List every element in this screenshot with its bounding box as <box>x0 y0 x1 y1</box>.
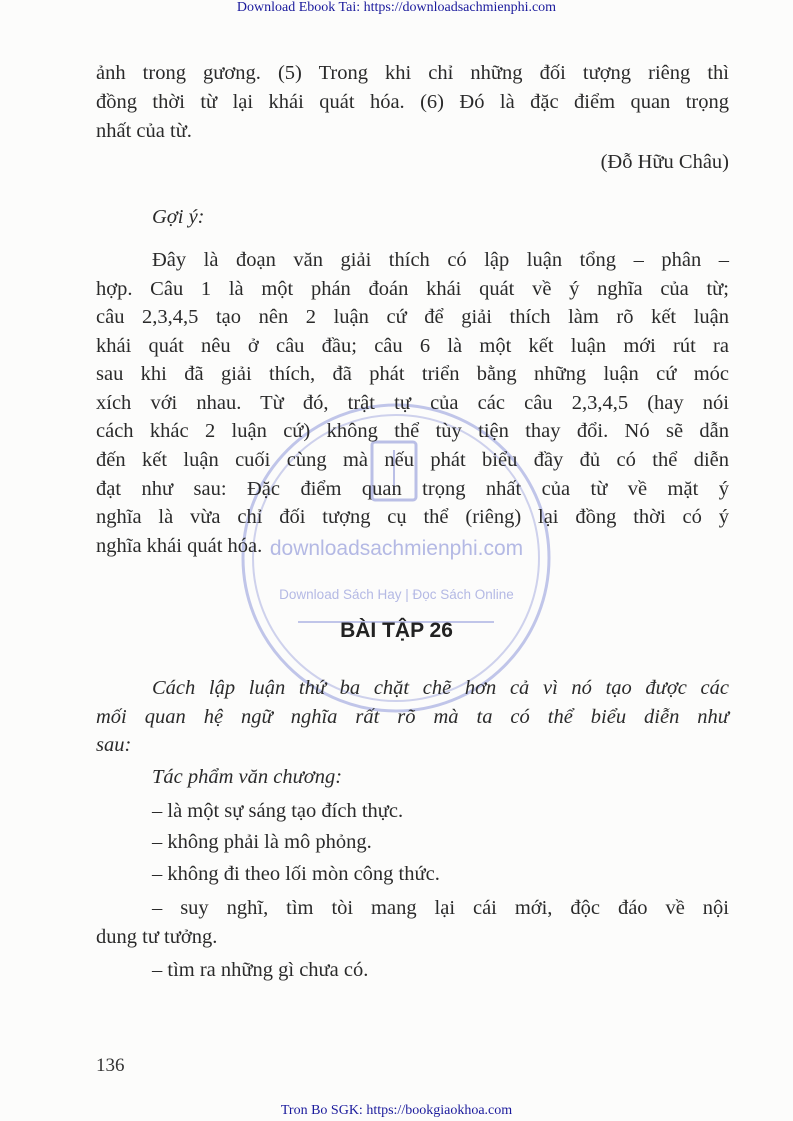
hint-line: đạt như sau: Đặc điểm quan trọng nhất của từ về mặt ý <box>96 478 729 500</box>
download-ebook-link[interactable]: Download Ebook Tai: https://downloadsachmienphi.com <box>236 0 557 15</box>
list-item: – là một sự sáng tạo đích thực. <box>152 800 404 822</box>
watermark-site-text: downloadsachmienphi.com <box>269 537 524 560</box>
passage-line: nhất của từ. <box>96 120 192 142</box>
watermark-tagline: Download Sách Hay | Đọc Sách Online <box>279 587 514 602</box>
list-item: – không đi theo lối mòn công thức. <box>152 863 440 885</box>
hint-label: Gợi ý: <box>152 206 205 228</box>
hint-line: hợp. Câu 1 là một phán đoán khái quát về ý nghĩa của từ; <box>96 278 729 300</box>
exercise-intro-line: Cách lập luận thứ ba chặt chẽ hơn cả vì nó tạo được các <box>152 677 729 699</box>
hint-line: khái quát nêu ở câu đầu; câu 6 là một kết luận mới rút ra <box>96 335 729 357</box>
hint-line: Đây là đoạn văn giải thích có lập luận tổng – phân – <box>152 249 729 271</box>
exercise-subject: Tác phẩm văn chương: <box>152 766 343 788</box>
exercise-intro-line: mối quan hệ ngữ nghĩa rất rõ mà ta có thể biểu diễn như <box>96 706 729 728</box>
passage-author: (Đỗ Hữu Châu) <box>600 151 729 173</box>
page-number: 136 <box>96 1055 125 1076</box>
hint-line: đến kết luận cuối cùng mà nếu phát biểu đầy đủ có thể diễn <box>96 449 729 471</box>
hint-line: xích với nhau. Từ đó, trật tự của các câu 2,3,4,5 (hay nói <box>96 392 729 414</box>
textbook-link[interactable]: Tron Bo SGK: https://bookgiaokhoa.com <box>280 1103 513 1118</box>
exercise-intro-line: sau: <box>96 734 132 756</box>
exercise-title: BÀI TẬP 26 <box>340 619 453 642</box>
passage-line: đồng thời từ lại khái quát hóa. (6) Đó là đặc điểm quan trọng <box>96 91 729 113</box>
hint-line: câu 2,3,4,5 tạo nên 2 luận cứ để giải thích làm rõ kết luận <box>96 306 729 328</box>
list-item: – không phải là mô phỏng. <box>152 831 372 853</box>
passage-line: ảnh trong gương. (5) Trong khi chỉ những đối tượng riêng thì <box>96 62 729 84</box>
hint-line: nghĩa là vừa chỉ đối tượng cụ thể (riêng) lại đồng thời có ý <box>96 506 729 528</box>
hint-line: sau khi đã giải thích, đã phát triển bằng những luận cứ móc <box>96 363 729 385</box>
list-item: – suy nghĩ, tìm tòi mang lại cái mới, độc đáo về nội <box>152 897 729 919</box>
hint-line: cách khác 2 luận cứ) không thể tùy tiện thay đổi. Nó sẽ dẫn <box>96 420 729 442</box>
list-item-continuation: dung tư tưởng. <box>96 926 218 948</box>
list-item: – tìm ra những gì chưa có. <box>152 959 369 981</box>
hint-line: nghĩa khái quát hóa. <box>96 535 263 557</box>
